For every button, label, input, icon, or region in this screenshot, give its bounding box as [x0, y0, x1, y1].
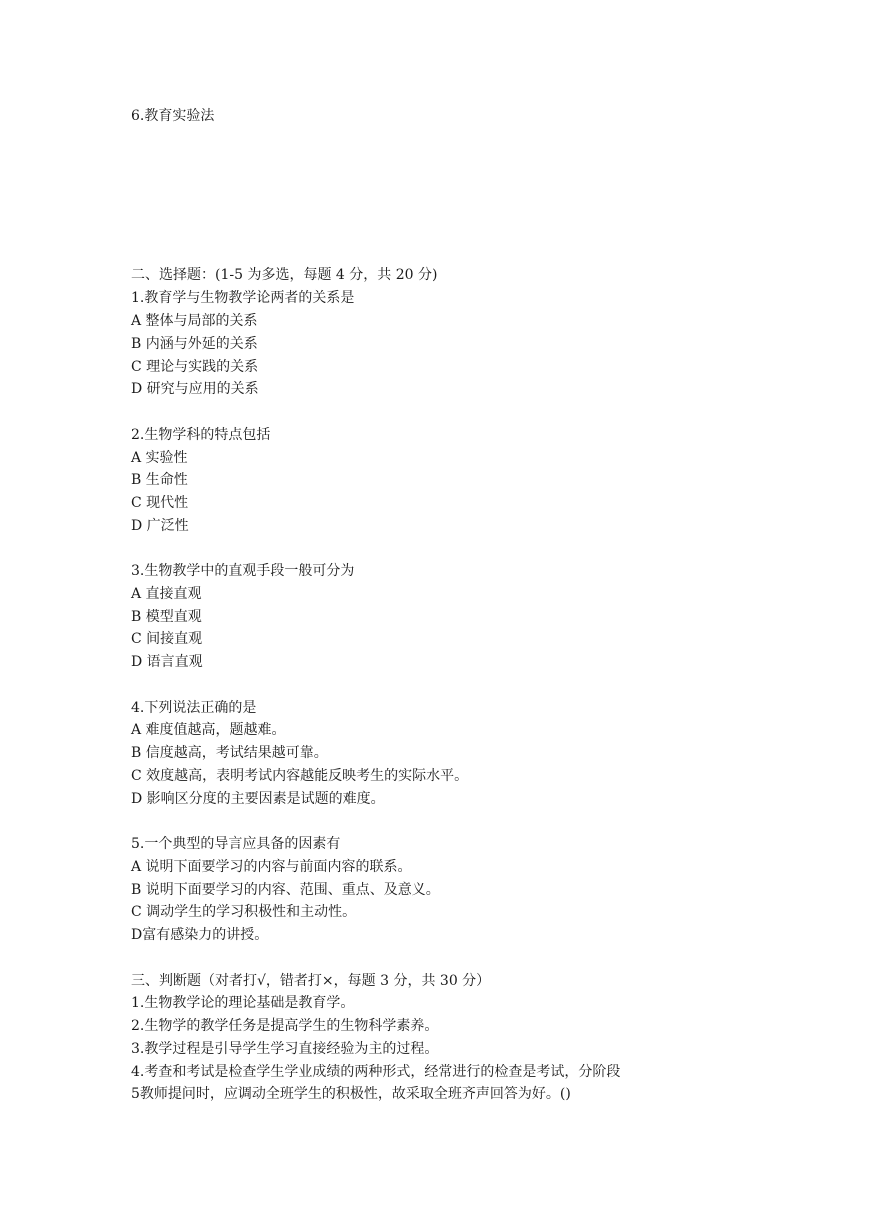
question-option: A 实验性 [131, 450, 188, 466]
question-option: A 整体与局部的关系 [131, 313, 258, 329]
judge-item: 5教师提问时，应调动全班学生的积极性，故采取全班齐声回答为好。() [131, 1086, 571, 1102]
question-stem: 3.生物教学中的直观手段一般可分为 [131, 563, 355, 579]
question-option: D 语言直观 [131, 654, 203, 670]
question-option: D 影响区分度的主要因素是试题的难度。 [131, 791, 385, 807]
question-option: A 直接直观 [131, 586, 202, 602]
question-option: B 说明下面要学习的内容、范围、重点、及意义。 [131, 882, 440, 898]
question-option: B 内涵与外延的关系 [131, 336, 258, 352]
question-option: B 模型直观 [131, 609, 202, 625]
question-stem: 1.教育学与生物教学论两者的关系是 [131, 290, 355, 306]
question-option: A 说明下面要学习的内容与前面内容的联系。 [131, 859, 412, 875]
question-option: C 间接直观 [131, 631, 203, 647]
judge-item: 2.生物学的教学任务是提高学生的生物科学素养。 [131, 1018, 439, 1034]
question-stem: 5.一个典型的导言应具备的因素有 [131, 836, 341, 852]
question-option: C 现代性 [131, 495, 189, 511]
question-option: C 效度越高，表明考试内容越能反映考生的实际水平。 [131, 768, 469, 784]
question-option: B 生命性 [131, 472, 188, 488]
section-heading-judge: 三、判断题（对者打√，错者打×，每题 3 分，共 30 分） [131, 973, 491, 989]
question-option: D 广泛性 [131, 518, 189, 534]
judge-item: 1.生物教学论的理论基础是教育学。 [131, 995, 355, 1011]
section-heading-choice: 二、选择题：(1-5 为多选，每题 4 分，共 20 分) [131, 267, 438, 283]
question-option: B 信度越高，考试结果越可靠。 [131, 745, 328, 761]
question-stem: 4.下列说法正确的是 [131, 700, 257, 716]
question-option: C 理论与实践的关系 [131, 359, 259, 375]
question-option: A 难度值越高，题越难。 [131, 722, 286, 738]
judge-item: 3.教学过程是引导学生学习直接经验为主的过程。 [131, 1041, 439, 1057]
judge-item: 4.考查和考试是检查学生学业成绩的两种形式，经常进行的检查是考试，分阶段 [131, 1064, 621, 1080]
question-option: D富有感染力的讲授。 [131, 927, 269, 943]
question-option: C 调动学生的学习积极性和主动性。 [131, 904, 357, 920]
question-option: D 研究与应用的关系 [131, 381, 259, 397]
prev-item-6: 6.教育实验法 [131, 108, 215, 124]
question-stem: 2.生物学科的特点包括 [131, 427, 271, 443]
